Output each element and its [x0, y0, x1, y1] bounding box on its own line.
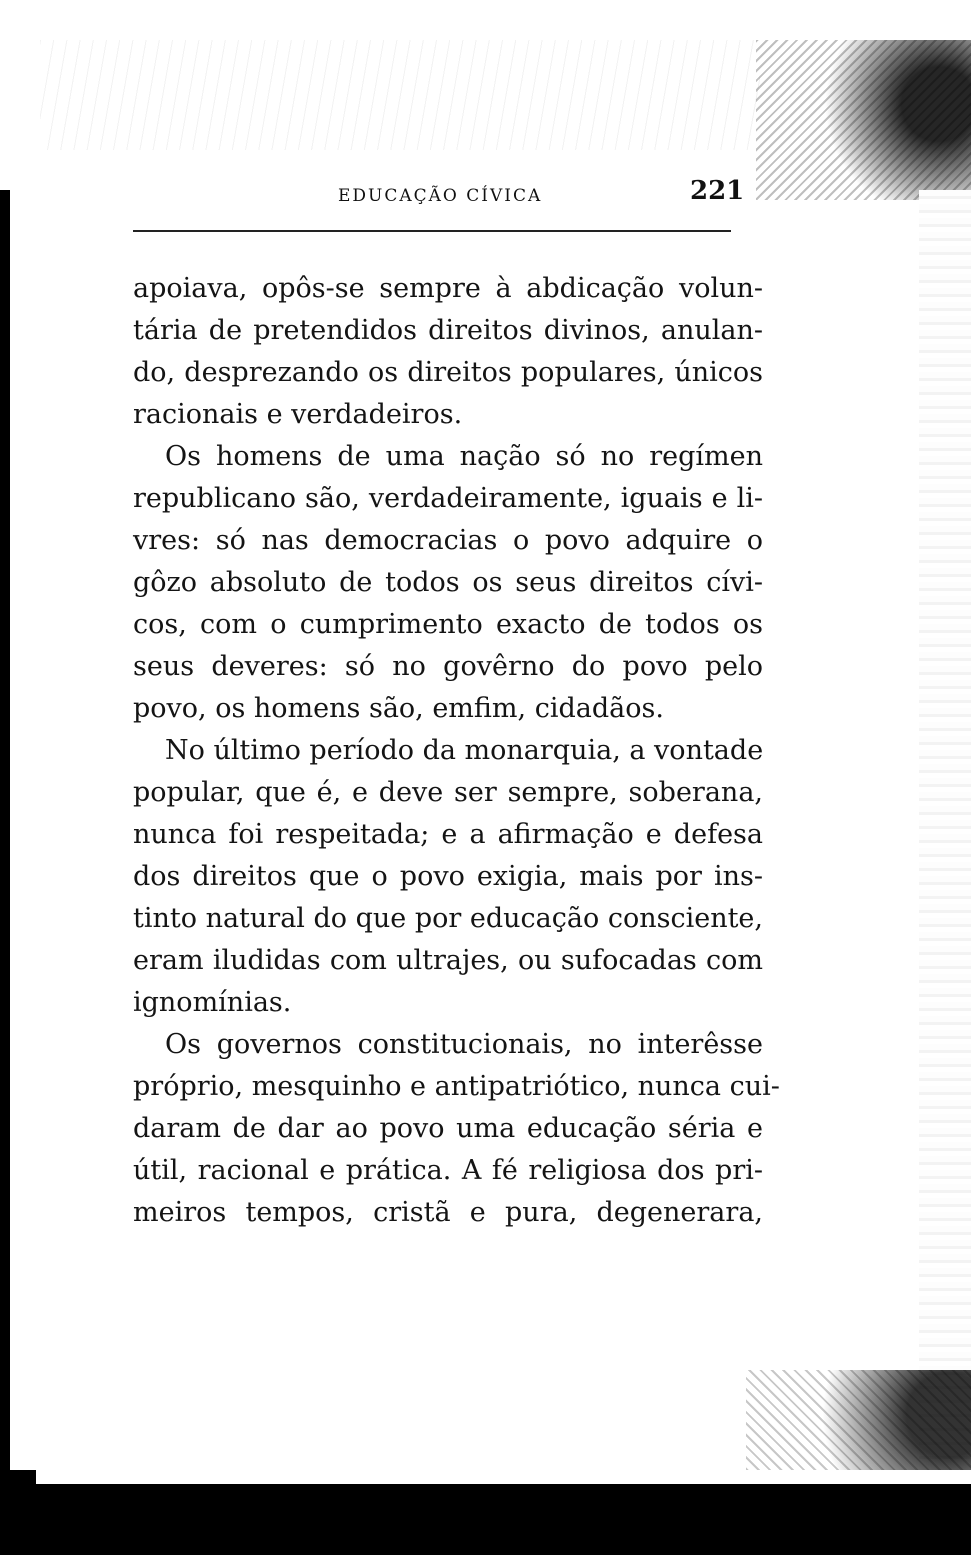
page-number: 221	[690, 176, 745, 206]
scan-right-edge	[919, 190, 971, 1480]
scan-left-border	[0, 190, 10, 1490]
scan-bottom-margin	[36, 1470, 971, 1484]
scan-top-margin	[0, 0, 971, 40]
text-line: tinto natural do que por educação consciente,	[133, 903, 763, 934]
text-line: ignomínias.	[133, 987, 292, 1018]
text-line: seus deveres: só no govêrno do povo pelo	[133, 651, 763, 682]
text-line: vres: só nas democracias o povo adquire o	[133, 525, 763, 556]
text-line: tária de pretendidos direitos divinos, anulan-	[133, 315, 763, 346]
scan-corner-shadow-top	[756, 40, 971, 200]
text-line: popular, que é, e deve ser sempre, soberana,	[133, 777, 763, 808]
text-line: Os governos constitucionais, no interêsse	[165, 1029, 763, 1060]
text-line: cos, com o cumprimento exacto de todos os	[133, 609, 763, 640]
text-line: apoiava, opôs-se sempre à abdicação volun-	[133, 273, 763, 304]
text-line: Os homens de uma nação só no regímen	[165, 441, 763, 472]
text-line: do, desprezando os direitos populares, únicos	[133, 357, 763, 388]
page-body	[133, 268, 780, 1234]
text-line: republicano são, verdadeiramente, iguais e li-	[133, 483, 763, 514]
header-rule	[133, 230, 731, 232]
scan-speckle	[40, 40, 760, 150]
text-line: meiros tempos, cristã e pura, degenerara,	[133, 1197, 763, 1228]
text-line: próprio, mesquinho e antipatriótico, nunca cui-	[133, 1071, 780, 1102]
text-line: útil, racional e prática. A fé religiosa dos pri-	[133, 1155, 763, 1186]
text-line: eram iludidas com ultrajes, ou sufocadas com	[133, 945, 763, 976]
text-line: racionais e verdadeiros.	[133, 399, 463, 430]
text-line: daram de dar ao povo uma educação séria e	[133, 1113, 763, 1144]
text-line: gôzo absoluto de todos os seus direitos cívi-	[133, 567, 763, 598]
text-line: dos direitos que o povo exigia, mais por ins-	[133, 861, 763, 892]
text-line: povo, os homens são, emfim, cidadãos.	[133, 693, 664, 724]
text-line: nunca foi respeitada; e a afirmação e defesa	[133, 819, 763, 850]
text-line: No último período da monarquia, a vontade	[165, 735, 764, 766]
scan-corner-shadow-bottom	[746, 1370, 971, 1470]
running-title: EDUCAÇÃO CÍVICA	[338, 186, 543, 206]
